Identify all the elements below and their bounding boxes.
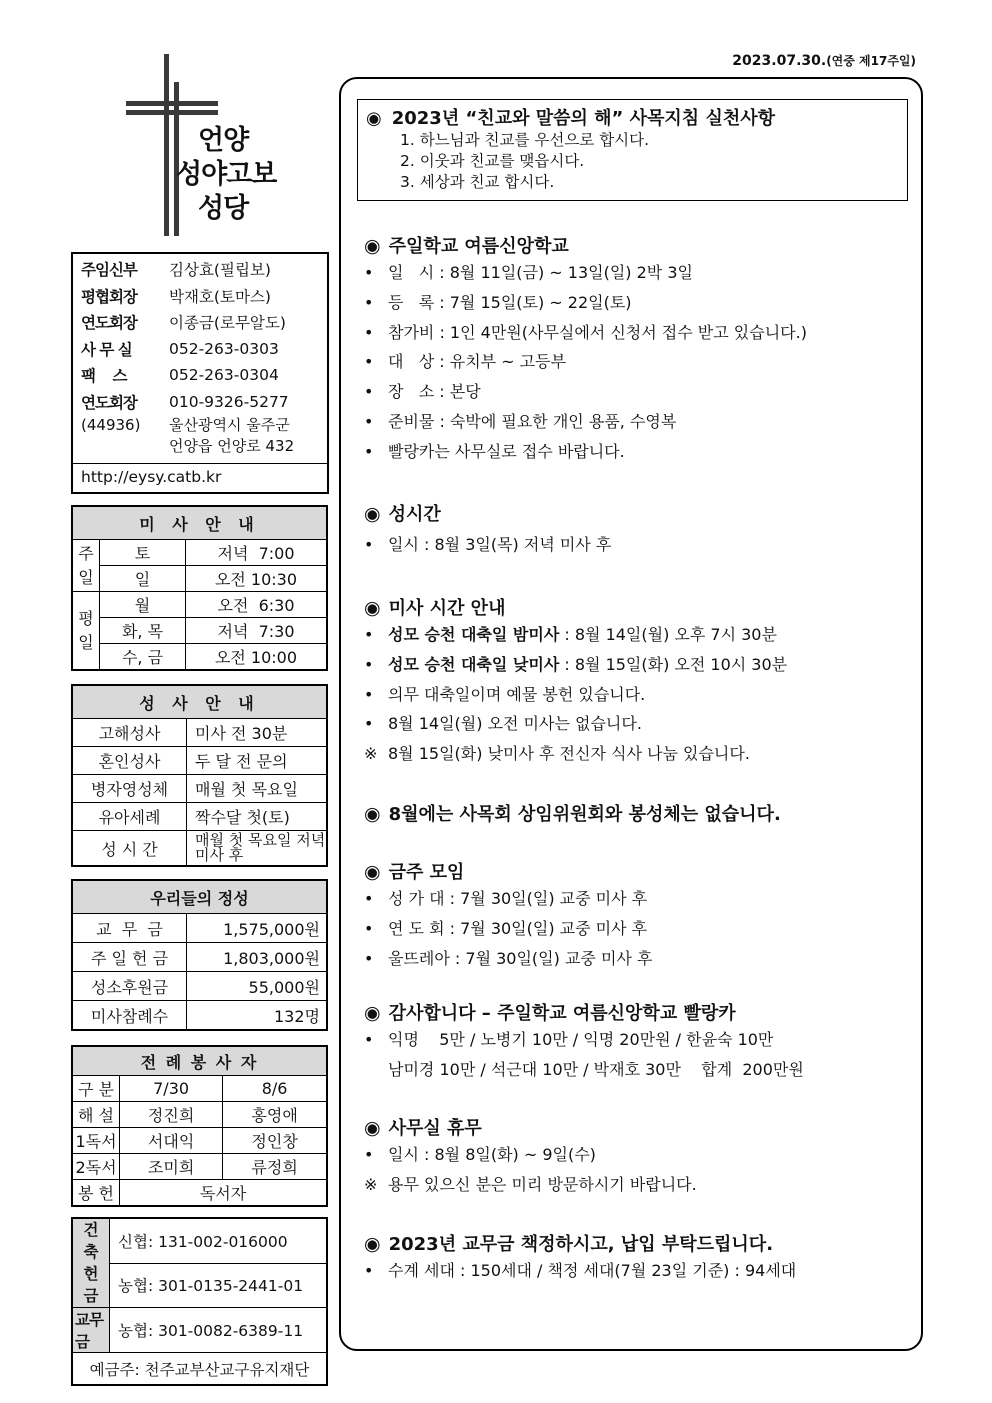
dot-icon: • bbox=[364, 535, 374, 554]
date-main: 2023.07.30. bbox=[732, 53, 827, 69]
section-title bbox=[364, 594, 904, 620]
contact-row bbox=[73, 336, 327, 363]
mass-time: 오전 10:00 bbox=[186, 644, 328, 671]
list-item bbox=[364, 680, 904, 710]
servers-header-label: 구 분 bbox=[72, 1076, 120, 1102]
dot-icon: • bbox=[364, 1030, 374, 1049]
offering-amount: 132명 bbox=[187, 1001, 328, 1031]
section-title-text: 성시간 bbox=[388, 504, 441, 525]
dot-icon: • bbox=[364, 948, 374, 968]
section-august-notice bbox=[364, 800, 904, 826]
offering-amount: 55,000원 bbox=[187, 972, 328, 1001]
section-mass-times bbox=[364, 594, 904, 769]
bullet-icon: ◉ bbox=[364, 503, 381, 525]
section-title bbox=[364, 1114, 904, 1140]
list-item bbox=[364, 347, 904, 377]
section-title bbox=[364, 232, 904, 258]
dot-icon: • bbox=[364, 918, 374, 938]
bullet-icon: ◉ bbox=[364, 235, 381, 257]
contact-value: 김상효(필립보) bbox=[169, 261, 271, 280]
pastoral-motto-box bbox=[357, 99, 908, 201]
offering-amount: 1,575,000원 bbox=[187, 914, 328, 943]
sacrament-table bbox=[71, 684, 328, 867]
servers-name: 류정희 bbox=[223, 1154, 327, 1180]
list-item bbox=[364, 407, 904, 437]
item-text: 일 시 : 8월 11일(금) ~ 13일(일) 2박 3일 bbox=[388, 263, 693, 282]
sacrament-title: 성 사 안 내 bbox=[72, 685, 327, 719]
list-item bbox=[364, 377, 904, 407]
section-title-text: 감사합니다 – 주일학교 여름신앙학교 빨랑카 bbox=[388, 1003, 736, 1024]
bullet-icon: ◉ bbox=[364, 1233, 381, 1255]
item-emphasis: 성모 승천 대축일 낮미사 bbox=[388, 654, 560, 674]
sacrament-info: 짝수달 첫(토) bbox=[187, 803, 328, 831]
section-title-text: 금주 모임 bbox=[388, 862, 465, 883]
section-title bbox=[364, 500, 904, 526]
item-text: : 8월 15일(화) 오전 10시 30분 bbox=[559, 654, 788, 674]
dot-icon: • bbox=[364, 292, 374, 312]
date-sub: (연중 제17주일) bbox=[826, 54, 916, 68]
note-icon: ※ bbox=[364, 744, 378, 764]
item-text: 성 가 대 : 7월 30일(일) 교중 미사 후 bbox=[388, 889, 648, 908]
item-emphasis: 성모 승천 대축일 밤미사 bbox=[388, 625, 560, 644]
logo-text bbox=[176, 124, 276, 226]
list-item bbox=[364, 288, 904, 318]
bank-account: 농협: 301-0135-2441-01 bbox=[110, 1263, 328, 1307]
servers-role: 봉 헌 bbox=[72, 1180, 120, 1207]
servers-name: 조미희 bbox=[120, 1154, 223, 1180]
contact-label: 연도회장 bbox=[81, 314, 137, 333]
dot-icon: • bbox=[364, 322, 374, 342]
dot-icon: • bbox=[364, 654, 374, 674]
servers-date: 8/6 bbox=[223, 1076, 327, 1102]
sacrament-name: 성 시 간 bbox=[72, 831, 187, 867]
contact-box bbox=[71, 252, 329, 494]
list-item bbox=[364, 318, 904, 348]
section-church-fund bbox=[364, 1230, 904, 1286]
contact-row bbox=[73, 256, 327, 283]
contact-row bbox=[73, 362, 327, 389]
offering-title: 우리들의 정성 bbox=[72, 880, 327, 914]
contact-value: 박재호(토마스) bbox=[169, 287, 271, 306]
list-item bbox=[364, 709, 904, 739]
servers-role: 해 설 bbox=[72, 1102, 120, 1128]
item-text: 장 소 : 본당 bbox=[388, 382, 481, 402]
logo-line-2: 성야고보 bbox=[176, 159, 277, 190]
building-fund-label: 건축 헌금 bbox=[72, 1218, 110, 1308]
contact-label: 평협회장 bbox=[81, 287, 137, 306]
motto-item: 3. 세상과 친교 합시다. bbox=[400, 173, 555, 191]
list-item bbox=[364, 620, 904, 650]
address bbox=[73, 415, 327, 457]
mass-time: 저녁 7:30 bbox=[186, 618, 328, 644]
offering-amount: 1,803,000원 bbox=[187, 943, 328, 972]
section-title-text: 8월에는 사목회 상임위원회와 봉성체는 없습니다. bbox=[388, 804, 781, 825]
offering-label: 미사참례수 bbox=[72, 1001, 187, 1031]
motto-title bbox=[366, 104, 907, 130]
servers-role: 2독서 bbox=[72, 1154, 120, 1180]
item-text: 일시 : 8월 3일(목) 저녁 미사 후 bbox=[388, 535, 612, 554]
address-line-2: 언양읍 언양로 432 bbox=[169, 437, 295, 455]
dot-icon: • bbox=[364, 411, 374, 431]
contact-row bbox=[73, 283, 327, 310]
item-text: 익명 5만 / 노병기 10만 / 익명 20만원 / 한윤숙 10만 bbox=[388, 1030, 774, 1049]
item-text: 남미경 10만 / 석근대 10만 / 박재호 30만 합계 200만원 bbox=[388, 1059, 804, 1079]
section-title bbox=[364, 858, 904, 884]
mass-time: 오전 10:30 bbox=[186, 566, 328, 592]
section-title bbox=[364, 800, 904, 826]
item-text: 용무 있으신 분은 미리 방문하시기 바랍니다. bbox=[388, 1174, 697, 1194]
sacrament-info: 매월 첫 목요일 bbox=[187, 775, 328, 803]
dot-icon: • bbox=[364, 352, 374, 372]
sacrament-name: 병자영성체 bbox=[72, 775, 187, 803]
list-item bbox=[364, 1025, 904, 1055]
contact-value: 052-263-0304 bbox=[169, 366, 279, 385]
contact-label: 사 무 실 bbox=[81, 340, 132, 359]
servers-title: 전 례 봉 사 자 bbox=[72, 1046, 327, 1076]
mass-schedule-table bbox=[71, 505, 328, 671]
list-item bbox=[364, 944, 904, 974]
dot-icon: • bbox=[364, 263, 374, 282]
section-meetings bbox=[364, 858, 904, 973]
item-text: 준비물 : 숙박에 필요한 개인 용품, 수영복 bbox=[388, 411, 677, 431]
bullet-icon: ◉ bbox=[364, 803, 381, 825]
item-text: : 8월 14일(월) 오후 7시 30분 bbox=[559, 625, 777, 644]
mass-title: 미 사 안 내 bbox=[72, 506, 327, 540]
item-text: 의무 대축일이며 예물 봉헌 있습니다. bbox=[388, 684, 646, 704]
dot-icon: • bbox=[364, 625, 374, 644]
mass-day: 토 bbox=[100, 540, 186, 566]
section-office-closed bbox=[364, 1114, 904, 1200]
section-summer-school bbox=[364, 232, 904, 467]
servers-name: 서대익 bbox=[120, 1128, 223, 1154]
bullet-icon: ◉ bbox=[364, 1117, 381, 1139]
sacrament-name: 혼인성사 bbox=[72, 747, 187, 775]
mass-day: 수, 금 bbox=[100, 644, 186, 671]
list-item bbox=[364, 437, 904, 467]
section-title bbox=[364, 1230, 904, 1256]
list-item bbox=[364, 530, 904, 560]
list-item bbox=[364, 914, 904, 944]
sacrament-info: 매월 첫 목요일 저녁미사 후 bbox=[187, 831, 328, 867]
website-link[interactable]: http://eysy.catb.kr bbox=[73, 463, 327, 486]
item-text: 8월 15일(화) 낮미사 후 전신자 식사 나눔 있습니다. bbox=[388, 744, 750, 764]
contact-value: 010-9326-5277 bbox=[169, 392, 289, 411]
bulletin-date bbox=[732, 52, 916, 69]
motto-title-text: 2023년 “친교와 말씀의 해” 사목지침 실천사항 bbox=[391, 108, 776, 129]
contact-label: 팩 스 bbox=[81, 367, 127, 386]
item-text: 8월 14일(월) 오전 미사는 없습니다. bbox=[388, 714, 642, 734]
sacrament-name: 고해성사 bbox=[72, 719, 187, 747]
section-holy-hour bbox=[364, 500, 904, 560]
offering-label: 성소후원금 bbox=[72, 972, 187, 1001]
servers-role: 1독서 bbox=[72, 1128, 120, 1154]
mass-day: 화, 목 bbox=[100, 618, 186, 644]
servers-name: 독서자 bbox=[120, 1180, 328, 1207]
church-fund-label: 교무금 bbox=[72, 1308, 110, 1353]
item-text: 울뜨레아 : 7월 30일(일) 교중 미사 후 bbox=[388, 948, 653, 968]
item-text: 참가비 : 1인 4만원(사무실에서 신청서 접수 받고 있습니다.) bbox=[388, 322, 807, 342]
list-item bbox=[364, 884, 904, 914]
dot-icon: • bbox=[364, 714, 374, 734]
servers-name: 정진희 bbox=[120, 1102, 223, 1128]
bank-account: 농협: 301-0082-6389-11 bbox=[110, 1308, 328, 1353]
sunday-label: 주 일 bbox=[72, 540, 100, 592]
section-thanks bbox=[364, 999, 904, 1085]
contact-label: 주임신부 bbox=[81, 261, 137, 280]
item-text: 일시 : 8월 8일(화) ~ 9일(수) bbox=[388, 1145, 596, 1164]
mass-day: 월 bbox=[100, 592, 186, 618]
bullet-icon: ◉ bbox=[364, 861, 381, 883]
mass-time: 저녁 7:00 bbox=[186, 540, 328, 566]
list-item bbox=[364, 1256, 904, 1286]
mass-time: 오전 6:30 bbox=[186, 592, 328, 618]
servers-name: 홍영애 bbox=[223, 1102, 327, 1128]
bank-account: 신협: 131-002-016000 bbox=[110, 1218, 328, 1263]
item-text: 연 도 회 : 7월 30일(일) 교중 미사 후 bbox=[388, 918, 648, 938]
list-item bbox=[364, 258, 904, 288]
contact-value: 052-263-0303 bbox=[169, 339, 279, 358]
motto-item: 2. 이웃과 친교를 맺읍시다. bbox=[400, 152, 585, 170]
offering-label: 주 일 헌 금 bbox=[72, 943, 187, 972]
list-item bbox=[364, 1170, 904, 1200]
servers-name: 정인창 bbox=[223, 1128, 327, 1154]
bullet-icon: ◉ bbox=[366, 108, 382, 129]
item-text: 빨랑카는 사무실로 접수 바랍니다. bbox=[388, 441, 625, 461]
item-text: 등 록 : 7월 15일(토) ~ 22일(토) bbox=[388, 292, 632, 312]
list-item bbox=[364, 650, 904, 680]
section-title-text: 미사 시간 안내 bbox=[388, 598, 506, 619]
zip-code: (44936) bbox=[81, 416, 141, 434]
liturgy-servers-table bbox=[71, 1045, 328, 1207]
item-text: 수계 세대 : 150세대 / 책정 세대(7월 23일 기준) : 94세대 bbox=[388, 1261, 797, 1280]
sacrament-info: 미사 전 30분 bbox=[187, 719, 328, 747]
contact-label: 연도회장 bbox=[81, 393, 137, 412]
bank-accounts-table bbox=[71, 1217, 328, 1386]
account-holder: 예금주: 천주교부산교구유지재단 bbox=[72, 1353, 327, 1386]
item-text: 대 상 : 유치부 ~ 고등부 bbox=[388, 352, 567, 372]
address-line-1: 울산광역시 울주군 bbox=[169, 416, 290, 434]
sacrament-info: 두 달 전 문의 bbox=[187, 747, 328, 775]
logo-line-3: 성당 bbox=[198, 193, 249, 224]
offering-table bbox=[71, 879, 328, 1031]
dot-icon: • bbox=[364, 441, 374, 461]
note-icon: ※ bbox=[364, 1174, 378, 1194]
section-title-text: 주일학교 여름신앙학교 bbox=[388, 236, 569, 257]
contact-value: 이종금(로무알도) bbox=[169, 314, 286, 333]
sacrament-name: 유아세례 bbox=[72, 803, 187, 831]
dot-icon: • bbox=[364, 1145, 374, 1164]
list-item bbox=[364, 1140, 904, 1170]
weekday-label: 평 일 bbox=[72, 592, 100, 671]
dot-icon: • bbox=[364, 889, 374, 908]
contact-row bbox=[73, 309, 327, 336]
contact-row bbox=[73, 389, 327, 416]
servers-date: 7/30 bbox=[120, 1076, 223, 1102]
offering-label: 교 무 금 bbox=[72, 914, 187, 943]
dot-icon: • bbox=[364, 1261, 374, 1280]
section-title-text: 2023년 교무금 책정하시고, 납입 부탁드립니다. bbox=[388, 1234, 774, 1255]
logo-line-1: 언양 bbox=[198, 125, 249, 156]
bullet-icon: ◉ bbox=[364, 597, 381, 619]
dot-icon: • bbox=[364, 382, 374, 402]
section-title bbox=[364, 999, 904, 1025]
dot-icon: • bbox=[364, 684, 374, 704]
list-item-continued bbox=[364, 1055, 904, 1085]
mass-day: 일 bbox=[100, 566, 186, 592]
bullet-icon: ◉ bbox=[364, 1002, 381, 1024]
list-item bbox=[364, 739, 904, 769]
motto-item: 1. 하느님과 친교를 우선으로 합시다. bbox=[400, 131, 650, 149]
section-title-text: 사무실 휴무 bbox=[388, 1118, 482, 1139]
